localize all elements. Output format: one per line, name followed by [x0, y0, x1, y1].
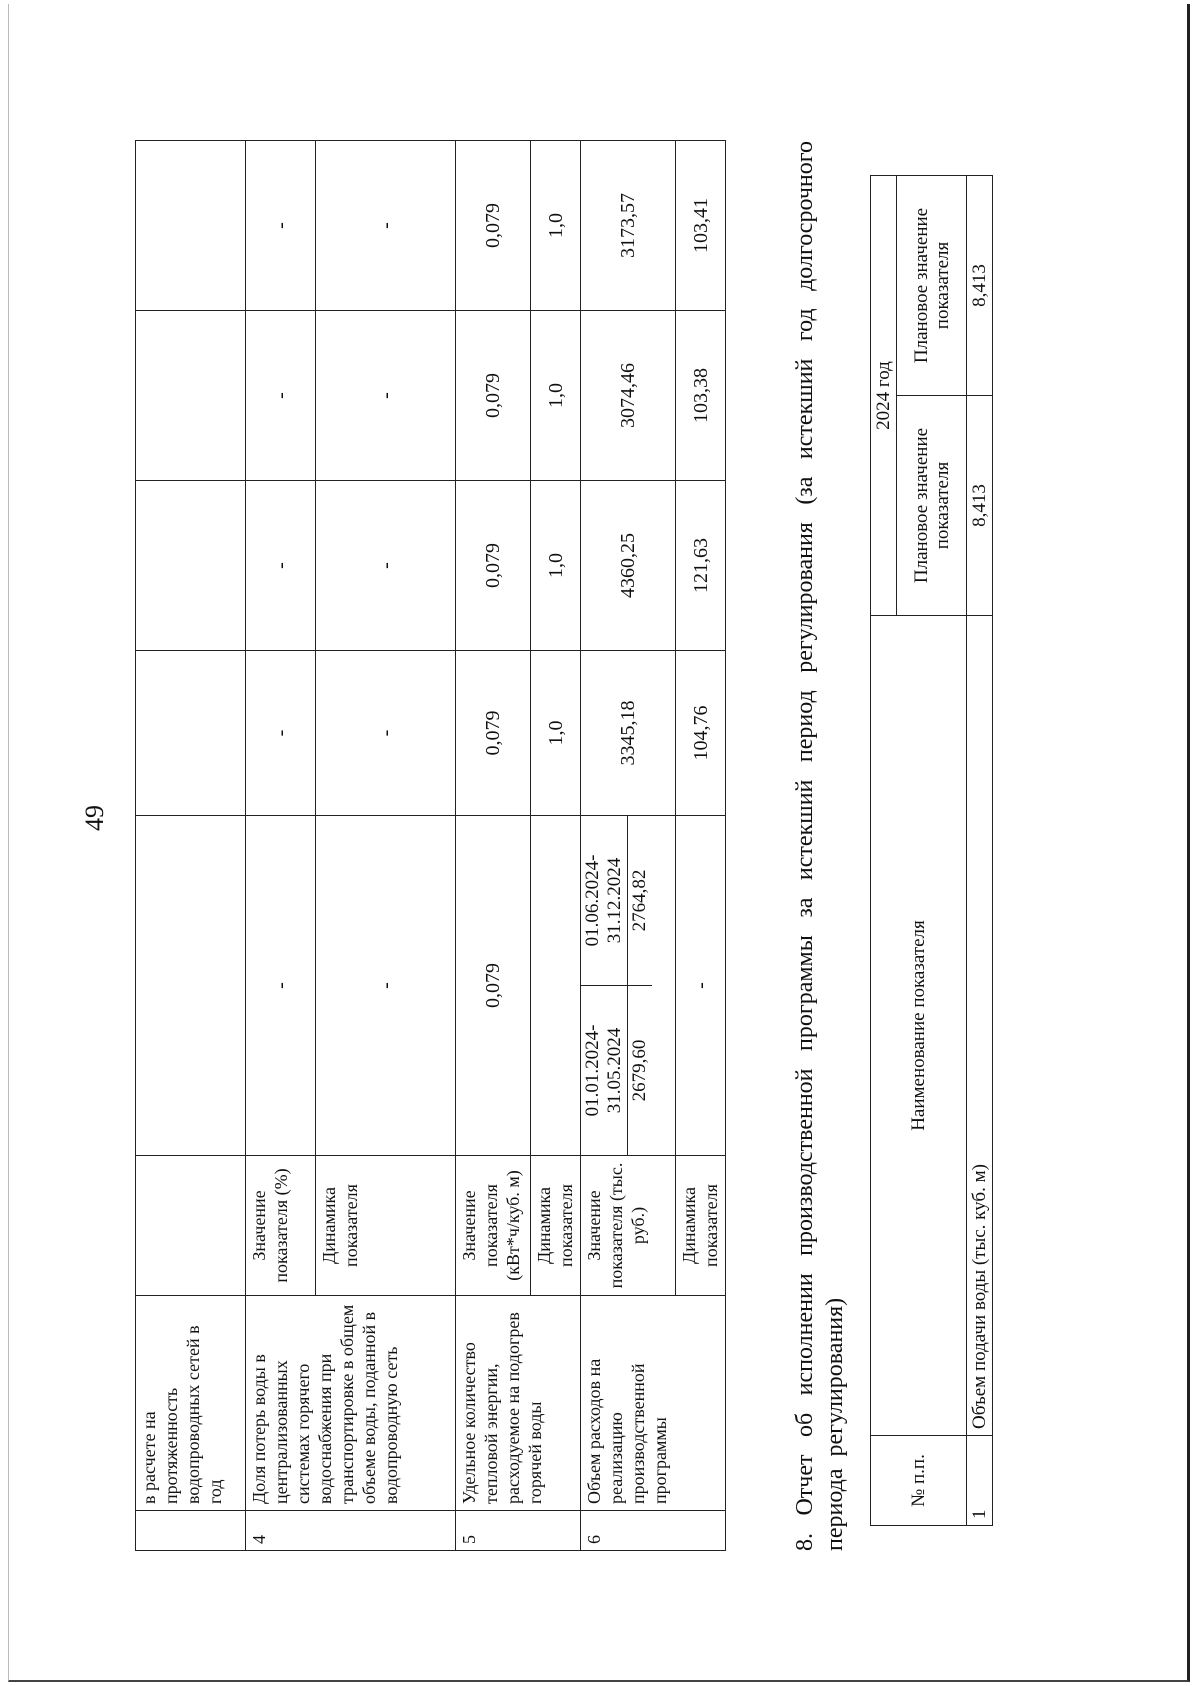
cell-y2: 0,079 — [456, 481, 531, 651]
cell-num: 1 — [967, 1436, 993, 1526]
period-2-value: 2764,82 — [629, 869, 650, 932]
cell-base-periods — [581, 816, 676, 1156]
cell-y1: 1,0 — [531, 651, 581, 816]
period-2: 01.06.2024-31.12.2024 — [581, 816, 628, 986]
cell-base: - — [676, 816, 726, 1156]
table-header-row — [871, 175, 897, 1525]
cell-y1 — [136, 651, 246, 816]
period-row — [581, 816, 628, 1155]
period-1-value: 2679,60 — [628, 986, 653, 1156]
cell-name: в расчете на протяженность водопроводных сетей в год — [136, 1296, 246, 1511]
cell-y3: 3074,46 — [581, 311, 676, 481]
table-row — [581, 141, 676, 1551]
period-value-row — [628, 816, 653, 1155]
header-num: № п.п. — [871, 1436, 967, 1526]
cell-metric: Динамика показателя — [676, 1156, 726, 1296]
cell-name: Удельное количество тепловой энергии, расходуемое на подогрев горячей воды — [456, 1296, 581, 1511]
cell-base — [136, 816, 246, 1156]
cell-y2: 4360,25 — [581, 481, 676, 651]
cell-num — [136, 1511, 246, 1551]
cell-y2: - — [316, 481, 456, 651]
period-1: 01.01.2024-31.05.2024 — [581, 986, 628, 1156]
page-number: 49 — [80, 805, 109, 831]
header-year: 2024 год — [871, 175, 897, 615]
cell-name: Доля потерь воды в централизованных системах горячего водоснабжения при транспортировке в общем объеме воды, поданной в водопроводную сеть — [246, 1296, 456, 1511]
cell-y1: - — [316, 651, 456, 816]
cell-base: 0,079 — [456, 816, 531, 1156]
cell-y4: 1,0 — [531, 141, 581, 311]
cell-y2: 121,63 — [676, 481, 726, 651]
cell-y3: - — [246, 311, 316, 481]
cell-base — [531, 816, 581, 1156]
header-name: Наименование показателя — [871, 616, 967, 1436]
cell-base: - — [316, 816, 456, 1156]
cell-y3: 0,079 — [456, 311, 531, 481]
cell-metric: Значение показателя (%) — [246, 1156, 316, 1296]
cell-metric: Динамика показателя — [531, 1156, 581, 1296]
cell-y1: 104,76 — [676, 651, 726, 816]
cell-y2 — [136, 481, 246, 651]
cell-value-2: 8,413 — [967, 175, 993, 395]
table-row — [967, 175, 993, 1525]
cell-metric — [136, 1156, 246, 1296]
cell-y1: - — [246, 651, 316, 816]
cell-name: Объем расходов на реализацию производственной программы — [581, 1296, 726, 1511]
cell-y4: 103,41 — [676, 141, 726, 311]
cell-y3: - — [316, 311, 456, 481]
period-subtable — [581, 816, 652, 1155]
cell-y1: 0,079 — [456, 651, 531, 816]
cell-y1: 3345,18 — [581, 651, 676, 816]
cell-y4: - — [246, 141, 316, 311]
cell-y3: 1,0 — [531, 311, 581, 481]
cell-num: 4 — [246, 1511, 456, 1551]
cell-metric: Динамика показателя — [316, 1156, 456, 1296]
header-plan-2: Плановое значение показателя — [897, 175, 967, 395]
cell-num: 5 — [456, 1511, 581, 1551]
indicators-table — [135, 140, 726, 1551]
table-row — [136, 141, 246, 1551]
cell-metric: Значение показателя (тыс. руб.) — [581, 1156, 676, 1296]
cell-base: - — [246, 816, 316, 1156]
cell-y2: - — [246, 481, 316, 651]
cell-num: 6 — [581, 1511, 726, 1551]
cell-name: Объем подачи воды (тыс. куб. м) — [967, 616, 993, 1436]
cell-y3 — [136, 311, 246, 481]
table-row — [246, 141, 316, 1551]
program-report-table — [870, 175, 993, 1526]
cell-y4: - — [316, 141, 456, 311]
cell-y2: 1,0 — [531, 481, 581, 651]
section-8-heading: 8. Отчет об исполнении производственной программы за истекший период регулирования (за истекший год долгосрочного периода регулирования) — [792, 141, 848, 1551]
cell-y4: 3173,57 — [581, 141, 676, 311]
header-plan-1: Плановое значение показателя — [897, 396, 967, 616]
cell-y4 — [136, 141, 246, 311]
cell-y3: 103,38 — [676, 311, 726, 481]
cell-metric: Значение показателя (кВт*ч/куб. м) — [456, 1156, 531, 1296]
cell-value-1: 8,413 — [967, 396, 993, 616]
table-row — [456, 141, 531, 1551]
cell-y4: 0,079 — [456, 141, 531, 311]
